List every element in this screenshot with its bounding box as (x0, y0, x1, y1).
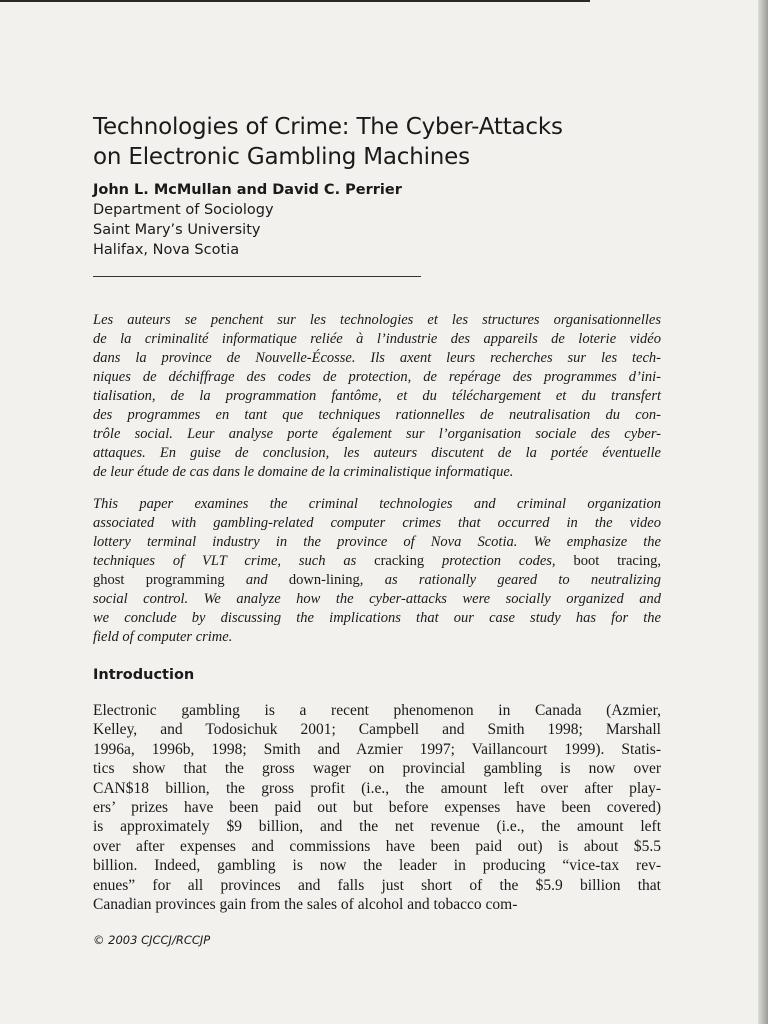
scan-right-edge (758, 0, 768, 1024)
abstract-text-run: field of computer crime. (93, 629, 233, 645)
abstract-text-run: protection codes, (424, 553, 574, 569)
abstract-english-line (93, 552, 661, 571)
abstract-french (93, 311, 661, 482)
abstract-english-line (93, 533, 661, 552)
abstract-french-line: de la criminalité informatique reliée à l’industrie des appareils de loterie vidéo (93, 331, 661, 347)
abstract-french-line: des programmes en tant que techniques rationnelles de neutralisation du con- (93, 407, 661, 423)
introduction-line: CAN$18 billion, the gross profit (i.e., the amount left over after play- (93, 779, 661, 797)
introduction-line: is approximately $9 billion, and the net revenue (i.e., the amount left (93, 818, 661, 836)
abstract-term-run: down-lining, (288, 572, 364, 588)
abstract-english (93, 495, 661, 647)
abstract-text-run: This paper examines the criminal technologies and criminal organization (93, 496, 661, 512)
abstract-term-run: cracking (374, 553, 425, 569)
abstract-english-line (93, 609, 661, 628)
abstract-english-line (93, 514, 661, 533)
affiliation-location: Halifax, Nova Scotia (93, 242, 240, 258)
paper-page (93, 112, 661, 914)
scan-top-rule (0, 0, 590, 2)
abstract-text-run: techniques of VLT crime, such as (93, 553, 375, 569)
introduction-line: Kelley, and Todosichuk 2001; Campbell and Smith 1998; Marshall (93, 721, 661, 739)
introduction-line: over after expenses and commissions have been paid out) is about $5.5 (93, 837, 661, 855)
introduction-line: Electronic gambling is a recent phenomenon in Canada (Azmier, (93, 702, 661, 719)
affiliation-university: Saint Mary’s University (93, 222, 261, 238)
abstract-term-run: ghost programming (93, 572, 225, 588)
abstract-french-line: de leur étude de cas dans le domaine de la criminalistique informatique. (93, 464, 514, 480)
abstract-french-line: Les auteurs se penchent sur les technologies et les structures organisationnelles (93, 312, 661, 328)
abstract-text-run: as rationally geared to neutralizing (363, 572, 661, 588)
introduction-line: enues” for all provinces and falls just short of the $5.9 billion that (93, 876, 661, 894)
abstract-text-run: associated with gambling-related computer crimes that occurred in the video (93, 515, 661, 531)
introduction-line: billion. Indeed, gambling is now the leader in producing “vice-tax rev- (93, 857, 661, 875)
abstract-text-run: and (224, 572, 289, 588)
copyright-notice: © 2003 CJCCJ/RCCJP (93, 933, 211, 947)
title-line-1: Technologies of Crime: The Cyber-Attacks (93, 114, 563, 140)
abstract-text-run: lottery terminal industry in the province of Nova Scotia. We emphasize the (93, 534, 661, 550)
introduction-line: ers’ prizes have been paid out but before expenses have been covered) (93, 799, 661, 817)
abstract-english-line (93, 590, 661, 609)
paper-authors: John L. McMullan and David C. Perrier (93, 182, 402, 198)
introduction-line: 1996a, 1996b, 1998; Smith and Azmier 1997; Vaillancourt 1999). Statis- (93, 740, 661, 758)
paper-title (93, 112, 661, 172)
section-heading-introduction: Introduction (93, 667, 195, 683)
introduction-paragraph (93, 701, 661, 914)
affiliation-department: Department of Sociology (93, 202, 274, 218)
introduction-line: tics show that the gross wager on provincial gambling is now over (93, 760, 661, 778)
introduction-line: Canadian provinces gain from the sales of alcohol and tobacco com- (93, 896, 518, 914)
abstract-french-line: dans la province de Nouvelle-Écosse. Ils axent leurs recherches sur les tech- (93, 350, 661, 366)
abstract-french-line: niques de déchiffrage des codes de protection, de repérage des programmes d’ini- (93, 369, 661, 385)
abstract-english-line (93, 628, 661, 647)
abstract-french-line: attaques. En guise de conclusion, les auteurs discutent de la portée éventuelle (93, 445, 661, 461)
abstract-english-line (93, 495, 661, 514)
abstract-text-run: we conclude by discussing the implications that our case study has for the (93, 610, 661, 626)
abstract-french-line: trôle social. Leur analyse porte également sur l’organisation sociale des cyber- (93, 426, 661, 442)
abstract-french-line: tialisation, de la programmation fantôme, et du téléchargement et du transfert (93, 388, 661, 404)
abstract-text-run: social control. We analyze how the cyber-attacks were socially organized and (93, 591, 661, 607)
abstract-term-run: boot tracing, (573, 553, 661, 569)
abstract-english-line (93, 571, 661, 590)
header-divider (93, 276, 421, 277)
title-line-2: on Electronic Gambling Machines (93, 144, 470, 170)
